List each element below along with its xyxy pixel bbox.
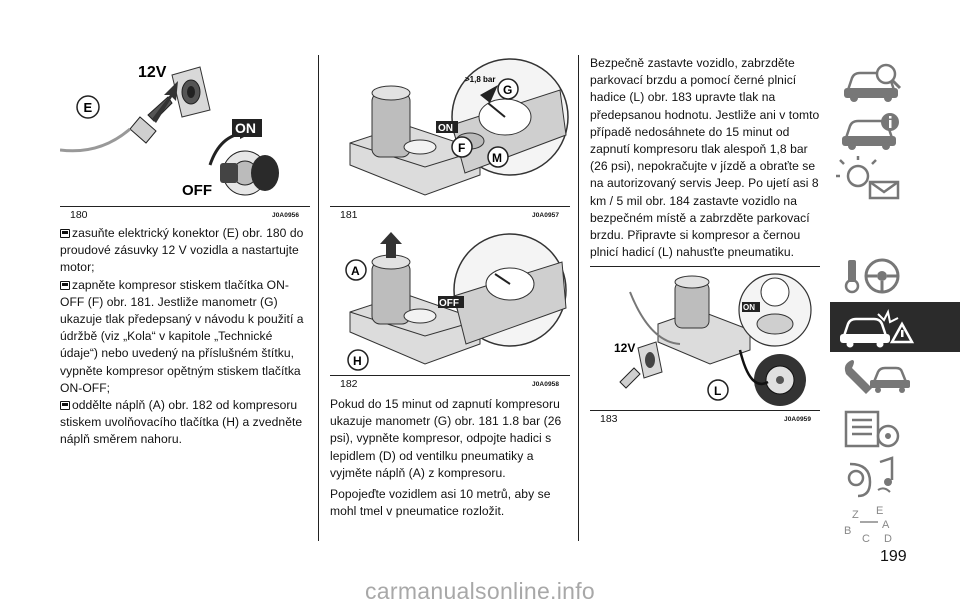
insert-arrow-icon <box>152 81 178 123</box>
column-3-text <box>590 55 822 261</box>
svg-text:B: B <box>844 525 852 537</box>
callout-g <box>498 79 518 99</box>
column-1-text <box>60 225 312 449</box>
column-divider <box>578 55 579 541</box>
lift-arrow-icon <box>380 232 402 258</box>
figure-180-rule <box>60 206 310 207</box>
callout-a <box>346 260 366 280</box>
svg-text:OFF: OFF <box>439 298 459 309</box>
figure-180-code: J0A0956 <box>272 212 300 219</box>
callout-l <box>708 380 728 400</box>
paragraph: Pokud do 15 minut od zapnutí kompresoru ukazuje manometr (G) obr. 181 1.8 bar (26 psi), vypněte kompresor, odpojte hadici s lepidlem (D) od ventilku pneumatiky a vyjměte náplň (A) z kompresoru. <box>330 397 562 480</box>
callout-h <box>348 350 368 370</box>
tab-multimedia[interactable] <box>830 452 960 502</box>
figure-183 <box>590 272 822 408</box>
power-socket-icon <box>172 67 210 117</box>
tyre-wheel-icon <box>754 354 806 406</box>
step-item <box>60 225 312 277</box>
wrench-car-icon <box>830 352 960 402</box>
ignition-key-icon <box>210 127 279 195</box>
figure-183-top-rule <box>590 266 820 267</box>
figure-183-rule <box>590 410 820 411</box>
tab-emergency[interactable] <box>830 302 960 352</box>
svg-text:L: L <box>714 384 722 398</box>
compressor-icon <box>658 276 750 364</box>
warning-lights-icon <box>830 154 960 204</box>
power-socket-icon <box>638 342 662 378</box>
svg-text:F: F <box>458 141 466 155</box>
badge-on <box>436 121 458 134</box>
svg-text:ON: ON <box>438 123 453 134</box>
figure-181-rule <box>330 206 570 207</box>
tab-warning-lights[interactable] <box>830 154 960 204</box>
figure-183-code: J0A0959 <box>784 416 812 423</box>
figure-182-illustration <box>330 232 570 372</box>
callout-f <box>452 137 472 157</box>
figure-182-rule <box>330 375 570 376</box>
key-steering-wheel-icon <box>830 250 960 300</box>
figure-180-illustration <box>60 55 310 205</box>
page-number: 199 <box>880 548 907 565</box>
svg-text:E: E <box>876 505 884 517</box>
figure-180 <box>60 55 310 205</box>
callout-m <box>488 147 508 167</box>
figure-182-caption: 182 <box>340 378 358 390</box>
svg-text:12V: 12V <box>614 341 636 355</box>
step-item <box>60 397 312 449</box>
figure-181-illustration <box>330 55 570 205</box>
badge-off <box>438 296 464 309</box>
step-text: oddělte náplň (A) obr. 182 od kompresoru stiskem uvolňovacího tlačítka (H) a zvedněte náplň směrem nahoru. <box>60 398 303 447</box>
figure-182-code: J0A0958 <box>532 381 560 388</box>
label-pressure <box>465 75 495 84</box>
label-12v <box>614 341 635 355</box>
index-letters-icon <box>830 500 960 550</box>
tab-servicing[interactable] <box>830 352 960 402</box>
figure-181-caption: 181 <box>340 209 358 221</box>
step-item <box>60 277 312 397</box>
paragraph: Bezpečně zastavte vozidlo, zabrzděte parkovací brzdu a pomocí černé plnicí hadice (L) obr. 183 upravte tlak na předepsanou hodnotu. Jestliže ani v tomto případě nedosáhnete do 15 minut od zapnutí kompresoru tlak alespoň 1,8 bar (26 psi), nepokračujte v jízdě a obraťte se na autorizovaný servis Jeep. Po ujetí asi 8 km / 5 mil obr. 184 zastavte vozidlo na bezpečném místě a zabrzděte parkovací brzdu. Připravte si kompresor a černou plnicí hadicí (L) nahusťte pneumatiku. <box>590 56 820 260</box>
svg-text:D: D <box>884 533 892 545</box>
plug-connector-icon <box>620 368 640 388</box>
tab-starting-driving[interactable] <box>830 250 960 300</box>
svg-text:ON: ON <box>235 120 256 136</box>
svg-text:A: A <box>882 519 890 531</box>
tab-index[interactable] <box>830 500 960 550</box>
figure-181 <box>330 55 570 205</box>
paragraph: Popojeďte vozidlem asi 10 metrů, aby se mohl tmel v pneumatice rozložit. <box>330 487 551 519</box>
callout-e <box>77 96 99 118</box>
step-bullet-icon <box>60 401 70 410</box>
badge-on <box>232 119 262 137</box>
svg-text:Z: Z <box>852 509 859 521</box>
car-magnifier-icon <box>830 58 960 108</box>
tab-dashboard-overview[interactable] <box>830 58 960 108</box>
magnified-gauge <box>454 234 566 346</box>
car-crash-warning-icon <box>830 302 960 352</box>
step-bullet-icon <box>60 281 70 290</box>
label-off <box>182 182 212 199</box>
specs-list-icon <box>830 404 960 454</box>
svg-text:A: A <box>351 264 360 278</box>
figure-183-caption: 183 <box>600 413 618 425</box>
figure-182 <box>330 232 570 372</box>
column-divider <box>318 55 319 541</box>
svg-text:ON: ON <box>743 303 755 312</box>
tab-technical-specs[interactable] <box>830 404 960 454</box>
svg-text:>1,8 bar: >1,8 bar <box>465 75 496 84</box>
figure-183-illustration <box>590 272 822 408</box>
step-bullet-icon <box>60 229 70 238</box>
figure-180-caption: 180 <box>70 209 88 221</box>
car-info-icon <box>830 106 960 156</box>
label-12v <box>138 64 167 81</box>
step-text: zasuňte elektrický konektor (E) obr. 180 do proudové zásuvky 12 V vozidla a nastartujte motor; <box>60 226 304 275</box>
tab-vehicle-info[interactable] <box>830 106 960 156</box>
figure-181-code: J0A0957 <box>532 212 560 219</box>
svg-text:M: M <box>492 151 502 165</box>
watermark-text: carmanualsonline.info <box>364 578 596 604</box>
svg-text:C: C <box>862 533 870 545</box>
step-text: zapněte kompresor stiskem tlačítka ON-OFF (F) obr. 181. Jestliže manometr (G) ukazuje tlak předepsaný v návodu k použití a údržbě (viz „Kola“ v kapitole „Technické údaje“) nebo uvedený na příslušném štítku, vypněte kompresor opětným stiskem tlačítka ON-OFF; <box>60 277 304 395</box>
badge-on <box>742 302 760 312</box>
svg-text:G: G <box>503 83 513 97</box>
svg-text:OFF: OFF <box>182 182 212 199</box>
multimedia-icon <box>830 452 960 502</box>
svg-text:E: E <box>83 100 93 115</box>
svg-text:H: H <box>353 354 362 368</box>
svg-text:12V: 12V <box>138 64 167 81</box>
column-2-text <box>330 396 572 520</box>
